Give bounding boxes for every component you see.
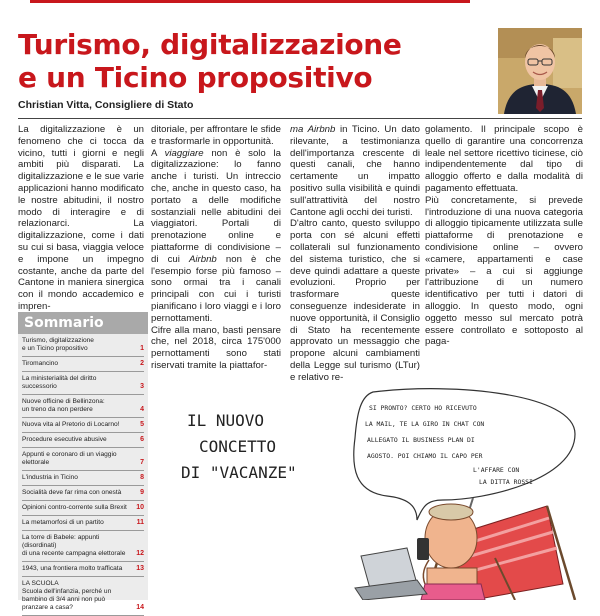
table-of-contents [18,312,148,611]
toc-item [22,334,144,357]
toc-page-number: 1 [140,345,144,352]
toc-page-number: 7 [140,459,144,466]
bubble-line-6: LA DITTA ROSSI [479,478,533,486]
toc-item-title: La torre di Babele: appunti (disordinati) [22,534,100,549]
toc-item [22,516,144,531]
toc-page-number: 4 [140,406,144,413]
toc-list [18,334,148,616]
article-column-3 [290,124,420,384]
toc-item-subtitle: di una recente campagna elettorale [22,550,126,557]
toc-page-number: 13 [136,565,144,572]
paragraph: A viaggiare non è solo la digitalizzazione: lo fanno anche i turisti. Un intreccio che, anche in questo caso, ha portato a delle modifiche sostanziali nelle abitudini dei viaggiatori. Portali di prenotazione online e piattaforme di condivisione – di cui Airbnb non è che l'esempio forse più famoso – sono ormai tra i canali principali con cui i turisti pianificano i loro viaggi e i loro pernottamenti. [151,147,282,324]
paragraph: ditoriale, per affrontare le sfide e trasformarle in opportunità. [151,124,281,147]
toc-item [22,577,144,616]
toc-page-number: 12 [136,550,144,557]
toc-item-title: Tiromancino [22,360,59,367]
toc-item-title: Socialità deve far rima con onestà [22,489,122,496]
bubble-line-2: LA MAIL, TE LA GIRO IN CHAT CON [365,420,485,428]
bubble-line-5: L'AFFARE CON [473,466,520,474]
cartoon-caption-line-3: DI "VACANZE" [181,463,297,482]
header-rule [18,118,582,119]
top-rule [0,0,600,8]
toc-item [22,486,144,501]
toc-page-number: 10 [136,504,144,511]
toc-item-title: Turismo, digitalizzazione [22,337,94,344]
toc-item-title: La metamorfosi di un partito [22,519,104,526]
paragraph: Più concretamente, si prevede l'introduzione di una nuova categoria di alloggio tipicamente utilizzata sulle piattaforme di prenotazione e condivisione online – ovvero «camere, appartamenti e case private» – a cui si aggiunge l'attribuzione di un numero identificativo per tutti i datori di alloggio. In questo modo, ogni oggetto messo sul mercato potrà essere controllato e sottoposto al paga- [425,194,583,348]
toc-item [22,562,144,577]
toc-item-subtitle: un treno da non perdere [22,406,93,413]
article-column-4 [425,124,583,348]
paragraph: ma Airbnb in Ticino. Un dato rilevante, a testimonianza dell'importanza crescente di questi canali, che hanno certamente un impatto positivo sulla visibilità e quindi sull'attrattività del nostro Cantone agli occhi dei turisti. [290,124,420,218]
toc-page-number: 14 [136,604,144,611]
toc-item [22,531,144,562]
article-column-1 [18,124,144,313]
toc-page-number: 3 [140,383,144,390]
paragraph: Cifre alla mano, basti pensare che, nel 2018, circa 175'000 pernottamenti sono stati riservati tramite la piattafor- [151,324,281,371]
toc-item-subtitle: e un Ticino propositivo [22,345,88,352]
paragraph: golamento. Il principale scopo è quello di garantire una concorrenza leale nel settore ricettivo ticinese, ciò indipendentemente dal tipo di alloggio offerto e dalla modalità di pagamento effettuata. [425,124,583,194]
toc-item [22,357,144,372]
toc-item [22,471,144,486]
phone-icon [417,538,429,560]
article-column-2 [151,124,281,372]
bubble-line-3: ALLEGATO IL BUSINESS PLAN DI [367,436,475,444]
toc-item [22,433,144,448]
toc-item-title: La ministerialità del diritto successorio [22,375,97,390]
toc-item-title: Opinioni contro-corrente sulla Brexit [22,504,127,511]
bubble-line-4: AGOSTO. POI CHIAMO IL CAPO PER [367,452,483,460]
toc-page-number: 5 [140,421,144,428]
toc-item-title: Appunti e coronaro di un viaggio elettorale [22,451,117,466]
toc-item-title: 1943, una frontiera molto trafficata [22,565,123,572]
cartoon-caption-line-1: IL NUOVO [187,411,265,430]
toc-page-number: 6 [140,436,144,443]
byline: Christian Vitta, Consigliere di Stato [18,99,194,111]
toc-page-number: 2 [140,360,144,367]
toc-title: Sommario [18,312,148,334]
bubble-line-1: SI PRONTO? CERTO HO RICEVUTO [369,404,477,412]
toc-item-title: L'industria in Ticino [22,474,78,481]
headline [18,28,478,94]
headline-line-1: Turismo, digitalizzazione [18,28,402,61]
toc-item [22,395,144,418]
paragraph: La digitalizzazione è un fenomeno che ci tocca da vicino, tutti i giorni e negli ambiti più disparati. La digitalizzazione e le sue varie applicazioni hanno modificato le nostre abitudini, il nostro modo di interagire e di relazionarci. La digitalizzazione, come i dati su cui si basa, viaggia veloce e impone un impegno costante, anche da parte del Cantone in maniera sinergica con il mondo accademico e impren- [18,124,144,312]
cartoon-illustration [155,388,585,600]
author-portrait [498,28,582,114]
toc-item [22,418,144,433]
toc-item-title: Nuova vita al Pretorio di Locarno! [22,421,120,428]
toc-item-subtitle: Scuola dell'infanzia, perché un bambino di 3/4 anni non può pranzare a casa? [22,588,112,611]
toc-item [22,372,144,395]
toc-item [22,501,144,516]
toc-item [22,448,144,471]
toc-item-title: Nuove officine di Bellinzona: [22,398,105,405]
toc-page-number: 11 [136,519,144,526]
toc-item-title: LA SCUOLA [22,580,59,587]
headline-line-2: e un Ticino propositivo [18,61,373,94]
toc-item-title: Procedure esecutive abusive [22,436,107,443]
laptop-icon [355,548,427,600]
toc-page-number: 8 [140,474,144,481]
toc-page-number: 9 [140,489,144,496]
paragraph: D'altro canto, questo sviluppo porta con sé alcuni effetti collaterali sul funzionamento del sistema turistico, che si deve quindi adattare a queste evoluzioni. Proprio per trasformare queste conseguenze indesiderate in nuove opportunità, il Consiglio di Stato ha recentemente approvato un messaggio che propone alcuni cambiamenti della Legge sul turismo (LTur) e relativo re- [290,218,420,383]
cartoon-caption-line-2: CONCETTO [199,437,277,456]
